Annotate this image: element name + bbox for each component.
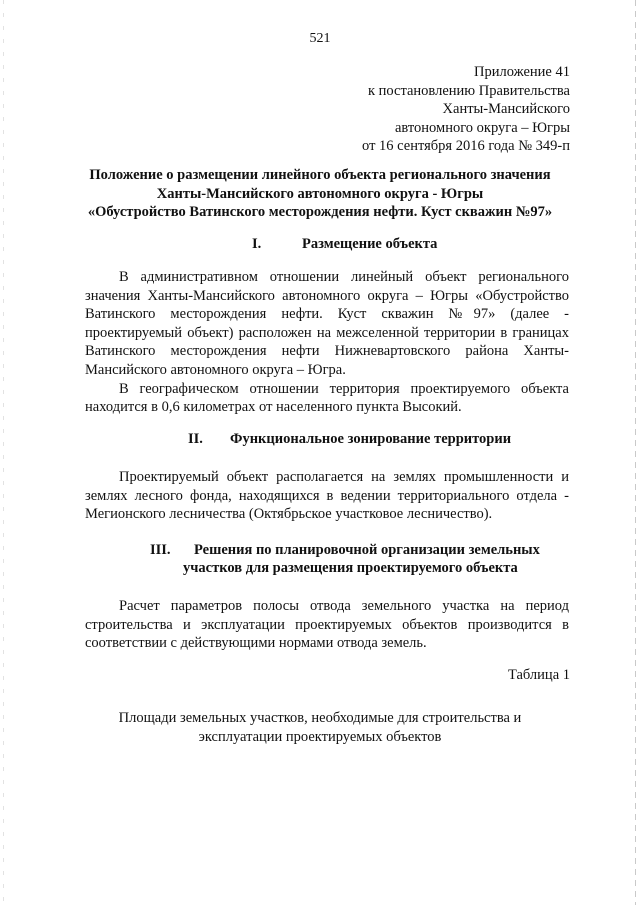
- title-line: «Обустройство Ватинского месторождения нефти. Куст скважин №97»: [87, 204, 553, 220]
- section-number: I.: [252, 236, 262, 252]
- annex-reference: [362, 63, 570, 156]
- section-heading-1: [252, 235, 437, 254]
- section-2-body: [85, 468, 569, 524]
- title-line: Ханты-Мансийского автономного округа - Югры: [156, 185, 484, 202]
- section-number: II.: [188, 431, 203, 447]
- table-label: Таблица 1: [507, 667, 570, 683]
- annex-line: от 16 сентября 2016 года № 349-п: [362, 138, 570, 154]
- annex-line: к постановлению Правительства: [368, 82, 570, 99]
- scan-edge-left: [3, 0, 4, 905]
- section-3-body: [85, 597, 569, 653]
- paragraph: Проектируемый объект располагается на землях промышленности и землях лесного фонда, находящихся в ведении территориального отдела - Мегионского лесничества (Октябрьское участковое лесничество).: [85, 469, 569, 523]
- page-number: 521: [309, 31, 331, 46]
- annex-line: автономного округа – Югры: [394, 119, 570, 136]
- section-title: участков для размещения проектируемого объекта: [183, 560, 518, 576]
- caption-line: Площади земельных участков, необходимые для строительства и: [118, 710, 522, 726]
- section-title: Решения по планировочной организации земельных: [194, 542, 540, 558]
- title-line: Положение о размещении линейного объекта регионального значения: [89, 167, 551, 183]
- paragraph: В административном отношении линейный объект регионального значения Ханты-Мансийского автономного округа – Югры «Обустройство Ватинского месторождения нефти. Куст скважин №97» (далее - проектируемый объект) расположен на межселенной территории в границах Ватинского месторождения нефти Нижневартовского района Ханты-Мансийского автономного округа – Югра.: [85, 269, 569, 378]
- section-title: Функциональное зонирование территории: [230, 431, 512, 447]
- paragraph: В географическом отношении территория проектируемого объекта находится в 0,6 километрах от населенного пункта Высокий.: [85, 380, 569, 416]
- section-1-body: [85, 268, 569, 417]
- section-title: Размещение объекта: [302, 236, 438, 252]
- section-heading-3: [150, 541, 540, 560]
- table-caption: [60, 709, 580, 747]
- paragraph: Расчет параметров полосы отвода земельного участка на период строительства и эксплуатации проектируемых объектов производится в соответствии с действующими нормами отвода земель.: [85, 598, 569, 652]
- scan-edge-right: [635, 0, 636, 905]
- section-number: III.: [150, 542, 171, 558]
- annex-line: Приложение 41: [474, 64, 570, 80]
- section-heading-3-cont: [183, 559, 518, 578]
- document-title: [60, 166, 580, 222]
- annex-line: Ханты-Мансийского: [442, 101, 570, 117]
- caption-line: эксплуатации проектируемых объектов: [198, 729, 442, 745]
- section-heading-2: [188, 430, 511, 449]
